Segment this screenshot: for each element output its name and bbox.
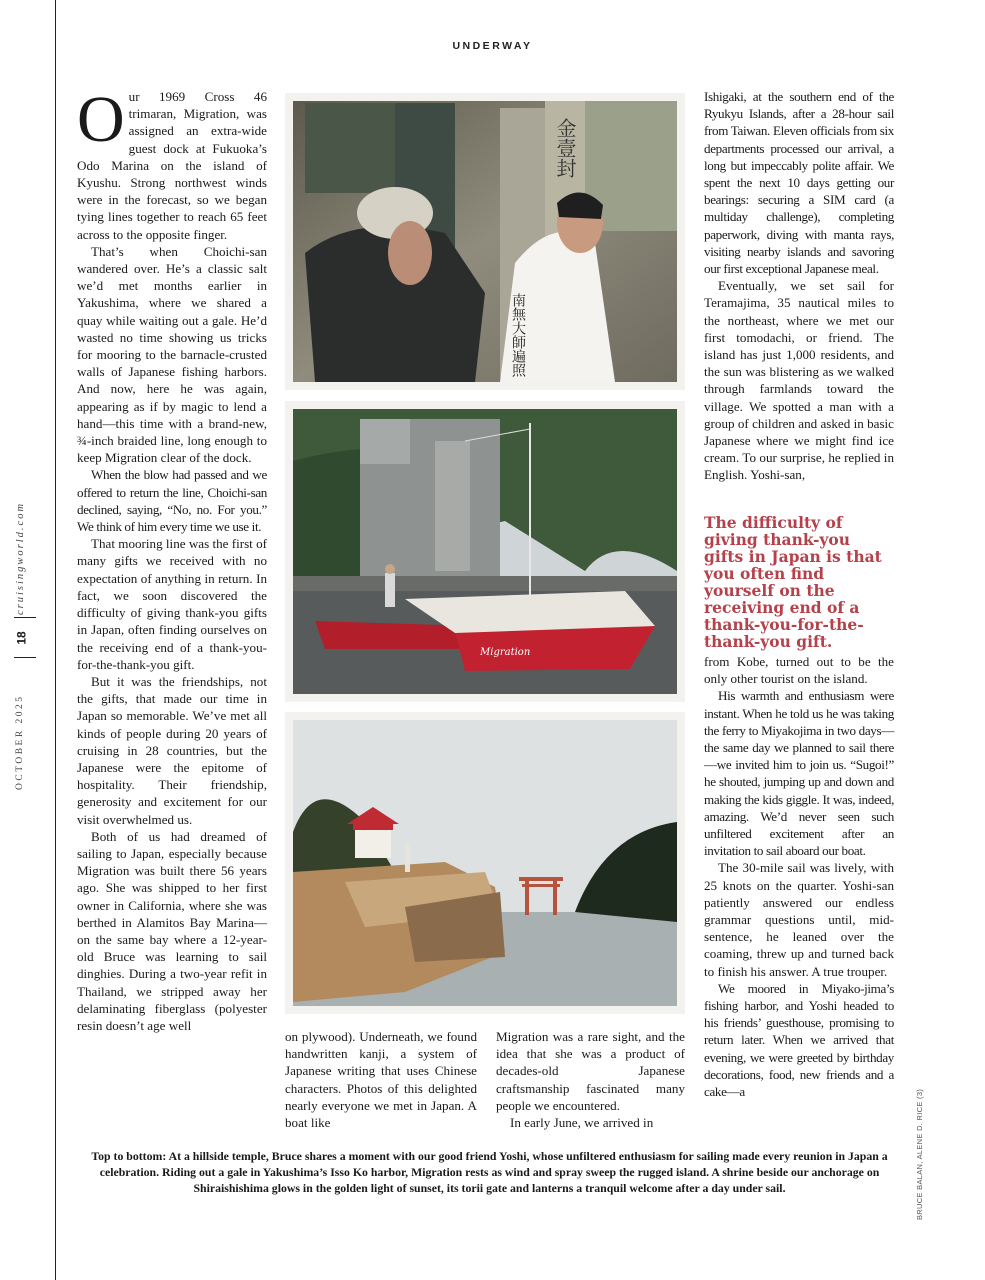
paragraph: Both of us had dreamed of sailing to Japan, especially because Migration was built there 56 years ago. She was shipped to her first owner in California, where she was berthed in Alamitos Bay Marina—on the same bay where a 12-year-old Bruce was learning to sail dinghies. During a two-year refit in Thailand, we stripped away her delaminating fiberglass (polyester resin doesn’t age well <box>77 828 267 1033</box>
paragraph: Eventually, we set sail for Teramajima, 35 nautical miles to the northeast, where we met our first tomodachi, or friend. The island has just 1,000 residents, and the sun was blistering as we walked through farmlands toward the village. We spotted a man with a group of children and asked in basic Japanese where we might find ice cream. To our surprise, he replied in English. Yoshi-san, <box>704 278 894 483</box>
paragraph: from Kobe, turned out to be the only other tourist on the island. <box>704 654 894 687</box>
article-column-1 <box>77 83 267 1034</box>
pull-quote: The difficulty of giving thank-you gifts in Japan is that you often find yourself on the receiving end of a thank-you-for-the-thank-you gift. <box>704 513 882 651</box>
page-number-rule-bottom <box>14 657 36 658</box>
shrine-photo <box>285 712 685 1014</box>
svg-text:南無大師遍照: 南無大師遍照 <box>510 293 526 377</box>
photo-credit: BRUCE BALAN, ALENE D. RICE (3) <box>915 1088 924 1220</box>
paragraph: His warmth and enthusiasm were instant. When he told us he was taking the ferry to Miyakojima in two days—the same day we planned to sail there—we invited him to join us. “Sugoi!” he shouted, jumping up and down and making the kids giggle. It was, indeed, amazing. We’d never seen such unfiltered excitement after an invitation to sail aboard our boat. <box>704 688 894 859</box>
paragraph: But it was the friendships, not the gifts, that made our time in Japan so memorable. We’ve met all kinds of people during 20 years of cruising in 28 countries, but the Japanese were the epitome of hospitality. Their friendship, generosity and excitement for our visit overwhelmed us. <box>77 673 267 827</box>
issue-date: OCTOBER 2025 <box>15 694 25 790</box>
article-column-2 <box>285 1028 477 1131</box>
temple-photo <box>285 93 685 390</box>
article-column-2b <box>496 1028 685 1131</box>
paragraph: In early June, we arrived in <box>510 1115 654 1131</box>
paragraph: Ishigaki, at the southern end of the Ryukyu Islands, after a 28-hour sail from Taiwan. Eleven officials from six departments processed our arrival, a long but impeccably polite affair. We spent the next 10 days getting our bearings: securing a SIM card (a multiday challenge), completing paperwork, diving with manta rays, visiting nearby islands and savoring our first exceptional Japanese meal. <box>704 89 894 277</box>
paragraph: That mooring line was the first of many gifts we received with no expectation of anything in return. In fact, we soon discovered the difficulty of giving thank-you gifts in Japan, often finding ourselves on the receiving end of a thank-you-for-the-thank-you gift. <box>77 536 267 672</box>
paragraph: on plywood). Underneath, we found handwritten kanji, a system of Japanese writing that uses Chinese characters. Photos of this delighted nearly everyone we met in Japan. A boat like <box>285 1029 477 1131</box>
photo-caption: Top to bottom: At a hillside temple, Bruce shares a moment with our good friend Yoshi, whose unfiltered enthusiasm for sailing made every reunion in Japan a celebration. Riding out a gale in Yakushima’s Isso Ko harbor, Migration rests as wind and spray sweep the rugged island. A shrine beside our anchorage on Shiraishishima glows in the golden light of sunset, its torii gate and lanterns a tranquil welcome after a day under sail. <box>91 1149 888 1195</box>
paragraph: That’s when Choichi-san wandered over. He’s a classic salt we’d met months earlier in Yakushima, where we shared a quay while waiting out a gale. He’d wasted no time showing us tricks for mooring to the barnacle-crusted walls of Japanese fishing harbors. And now, here he was again, appearing as if by magic to lend a hand—this time with a brand-new, ¾-inch braided line, long enough to keep Migration clear of the dock. <box>77 243 267 466</box>
article-column-3-continued <box>704 653 894 1100</box>
section-label: UNDERWAY <box>452 40 533 52</box>
page-number-box <box>13 625 38 655</box>
paragraph: Our 1969 Cross 46 trimaran, Migration, was assigned an extra-wide guest dock at Fukuoka’s Odo Marina on the island of Kyushu. Strong northwest winds were in the forecast, so we began tying lines together to reach 65 feet across to the opposite finger. <box>77 83 267 242</box>
svg-text:Migration: Migration <box>480 647 531 658</box>
website-label: cruisingworld.com <box>15 501 26 615</box>
paragraph: Migration was a rare sight, and the idea that she was a product of decades-old Japanese craftsmanship fascinated many people we encountered. <box>496 1029 685 1113</box>
margin-rule <box>55 0 56 1280</box>
article-column-3 <box>704 88 894 484</box>
paragraph: When the blow had passed and we offered to return the line, Choichi-san declined, saying, “No, no. For you.” We think of him every time we use it. <box>77 467 267 535</box>
page-number: 18 <box>14 631 29 645</box>
drop-cap: O <box>77 83 125 156</box>
paragraph: The 30-mile sail was lively, with 25 knots on the quarter. Yoshi-san patiently answered our endless grammar questions until, mid-sentence, he leaned over the coaming, threw up and turned back to finish his answer. A true trouper. <box>704 860 894 979</box>
paragraph: We moored in Miyako-jima’s fishing harbor, and Yoshi headed to his friends’ guesthouse, promising to return later. When we arrived that evening, we were greeted by birthday decorations, food, new friends and a cake—a <box>704 980 894 1100</box>
page-number-rule-top <box>14 617 36 618</box>
svg-text:金壹封: 金壹封 <box>553 118 577 178</box>
boat-photo <box>285 401 685 702</box>
